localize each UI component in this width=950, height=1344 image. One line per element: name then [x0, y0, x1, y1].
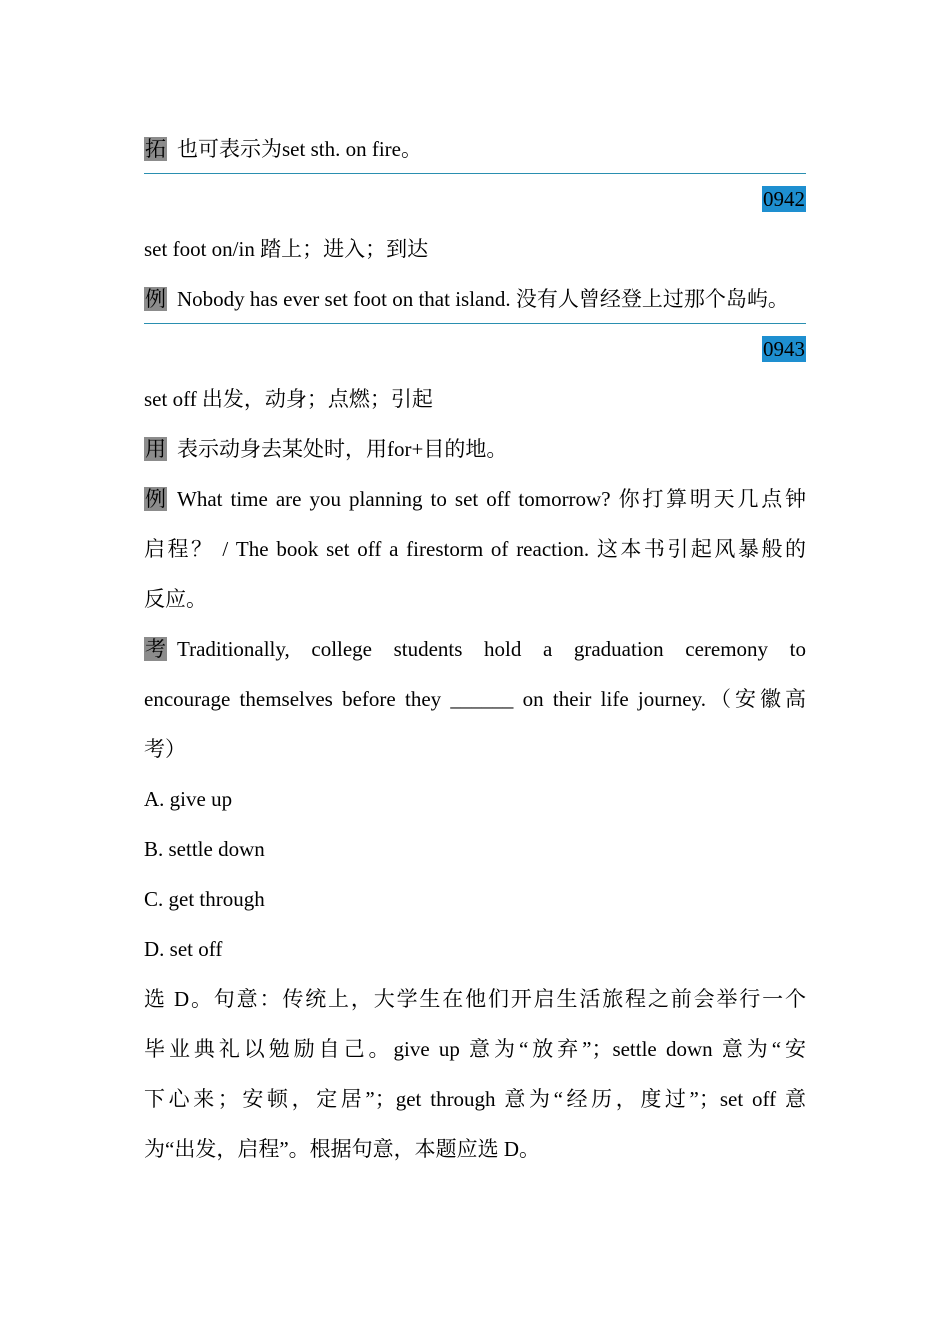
- example-line-0942: [144, 274, 806, 324]
- tuo-tag: 拓: [145, 137, 166, 161]
- phrase-0942: set foot on/in 踏上；进入；到达: [144, 237, 429, 261]
- usage-line-0943: [144, 424, 806, 474]
- extension-line: [144, 124, 806, 174]
- example-line-0943-1: [144, 474, 806, 524]
- option-b: B. settle down: [144, 837, 265, 861]
- document-page: [144, 124, 806, 1174]
- phrase-0943: set off 出发，动身；点燃；引起: [144, 387, 433, 411]
- exam-line-2: encourage themselves before they ______ on their life journey.（安徽高: [144, 687, 806, 711]
- extension-text: 也可表示为set sth. on fire。: [177, 137, 422, 161]
- li-tag: 例: [145, 287, 166, 311]
- yong-tag: 用: [145, 437, 166, 461]
- example-line-0943-2: 启程？ / The book set off a firestorm of reaction. 这本书引起风暴般的: [144, 537, 806, 561]
- option-c: C. get through: [144, 887, 265, 911]
- exam-text-1: Traditionally, college students hold a graduation ceremony to: [177, 637, 806, 661]
- entry-number-line: [144, 324, 806, 374]
- example-text-0943-1: What time are you planning to set off tomorrow? 你打算明天几点钟: [177, 487, 806, 511]
- kao-tag: 考: [145, 637, 166, 661]
- usage-text-0943: 表示动身去某处时，用for+目的地。: [177, 437, 508, 461]
- entry-number-line: [144, 174, 806, 224]
- example-text-0942: Nobody has ever set foot on that island. 没有人曾经登上过那个岛屿。: [177, 287, 789, 311]
- example-line-0943-3: 反应。: [144, 587, 207, 611]
- answer-line-1: 选 D。句意：传统上，大学生在他们开启生活旅程之前会举行一个: [144, 987, 806, 1011]
- entry-number-0943: 0943: [763, 337, 805, 361]
- option-a: A. give up: [144, 787, 233, 811]
- exam-line-1: [144, 624, 806, 674]
- option-d: D. set off: [144, 937, 223, 961]
- answer-line-2: 毕业典礼以勉励自己。give up 意为“放弃”；settle down 意为“安: [144, 1037, 806, 1061]
- answer-line-3: 下心来；安顿，定居”；get through 意为“经历，度过”；set off 意: [144, 1087, 806, 1111]
- answer-line-4: 为“出发，启程”。根据句意，本题应选 D。: [144, 1137, 541, 1161]
- entry-number-0942: 0942: [763, 187, 805, 211]
- exam-line-3: 考）: [144, 737, 186, 761]
- li-tag: 例: [145, 487, 166, 511]
